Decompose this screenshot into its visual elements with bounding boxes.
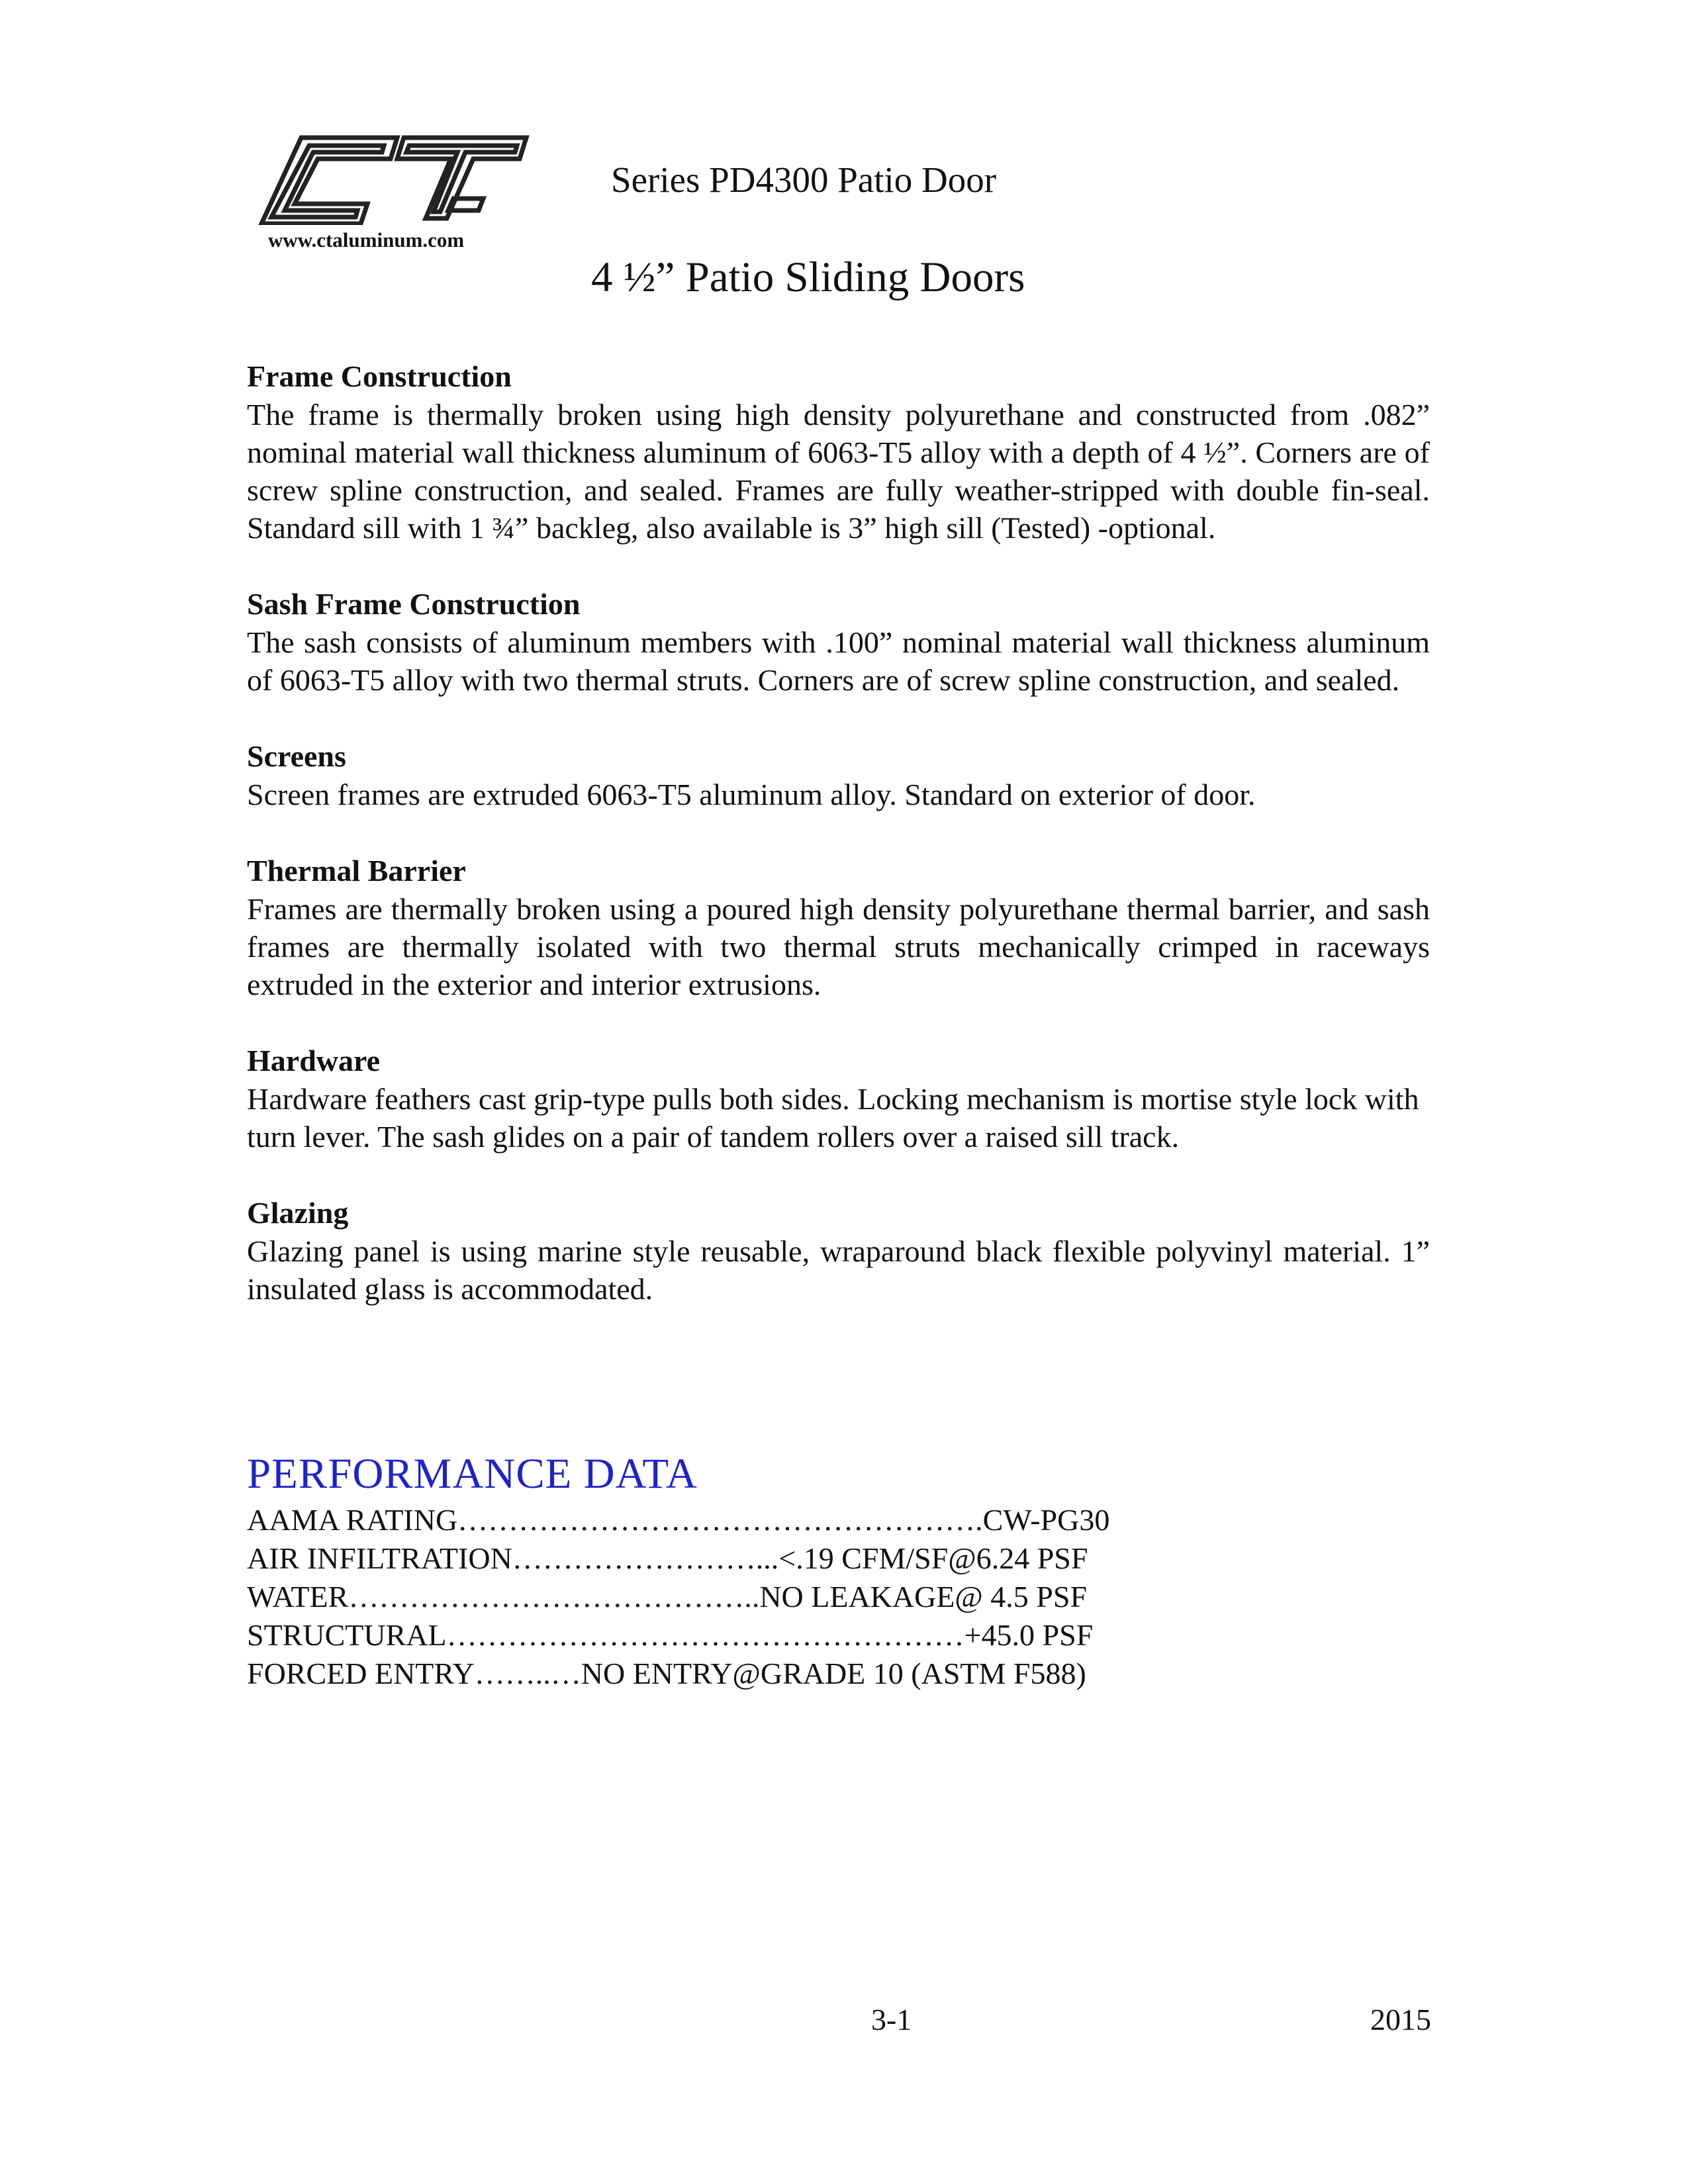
section-frame-construction [247, 357, 1430, 547]
section-body: The sash consists of aluminum members with .100” nominal material wall thickness aluminum of 6063-T5 alloy with two thermal struts. Corners are of screw spline construction, and sealed. [247, 625, 1430, 697]
section-body: Screen frames are extruded 6063-T5 aluminum alloy. Standard on exterior of door. [247, 778, 1256, 811]
performance-row-air-infiltration: AIR INFILTRATION……………………...<.19 CFM/SF@6.24 PSF [247, 1541, 1088, 1575]
performance-row-structural: STRUCTURAL……………………………………………+45.0 PSF [247, 1618, 1094, 1652]
section-body: Frames are thermally broken using a poured high density polyurethane thermal barrier, and sash frames are thermally isolated with two thermal struts mechanically crimped in raceways extruded in the exterior and interior extrusions. [247, 892, 1430, 1001]
section-screens [247, 737, 1430, 813]
page-number: 3-1 [871, 2003, 912, 2036]
section-glazing [247, 1194, 1430, 1308]
section-heading: Screens [247, 739, 346, 773]
page-title: 4 ½” Patio Sliding Doors [591, 253, 1025, 301]
performance-row-water: WATER…………………………………..NO LEAKAGE@ 4.5 PSF [247, 1580, 1088, 1614]
section-heading: Frame Construction [247, 359, 512, 393]
series-title: Series PD4300 Patio Door [611, 159, 997, 200]
company-logo [255, 132, 533, 258]
footer-year: 2015 [1370, 2003, 1431, 2036]
section-sash-frame-construction [247, 585, 1430, 699]
section-body: The frame is thermally broken using high density polyurethane and constructed from .082” nominal material wall thickness aluminum of 6063-T5 alloy with a depth of 4 ½”. Corners are of screw spline construction, and sealed. Frames are fully weather-stripped with double fin-seal. Standard sill with 1 ¾” backleg, also available is 3” high sill (Tested) -optional. [247, 398, 1430, 545]
spec-content [247, 357, 1430, 1346]
section-heading: Hardware [247, 1044, 381, 1077]
section-hardware [247, 1042, 1430, 1156]
performance-row-forced-entry: FORCED ENTRY……..…NO ENTRY@GRADE 10 (ASTM F588) [247, 1657, 1086, 1690]
section-body: Glazing panel is using marine style reusable, wraparound black flexible polyvinyl material. 1” insulated glass is accommodated. [247, 1234, 1430, 1306]
section-heading: Glazing [247, 1196, 349, 1230]
section-body: Hardware feathers cast grip-type pulls both sides. Locking mechanism is mortise style lock with turn lever. The sash glides on a pair of tandem rollers over a raised sill track. [247, 1082, 1419, 1154]
section-heading: Thermal Barrier [247, 854, 466, 887]
performance-list [247, 1501, 1240, 1693]
section-heading: Sash Frame Construction [247, 587, 581, 621]
section-thermal-barrier [247, 852, 1430, 1003]
logo-url: www.ctaluminum.com [268, 228, 465, 251]
performance-row-aama-rating: AAMA RATING…………………………………………….CW-PG30 [247, 1503, 1110, 1537]
ct-logo-mark [255, 132, 533, 225]
performance-title: PERFORMANCE DATA [247, 1450, 698, 1498]
